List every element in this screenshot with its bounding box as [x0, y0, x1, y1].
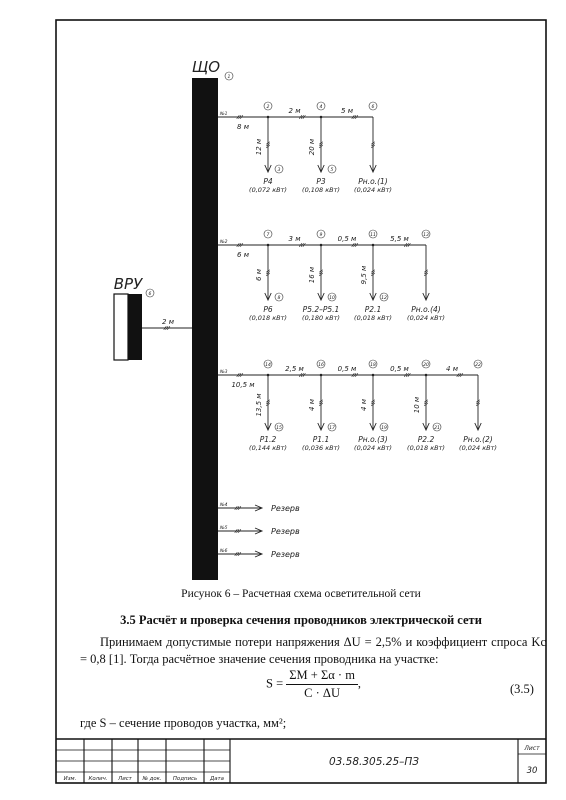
span-length: 5,5 м: [390, 235, 409, 243]
where-line: где S – сечение проводов участка, мм²;: [80, 716, 287, 730]
group-feed-length: 8 м: [237, 123, 249, 131]
body-paragraph: Принимаем допустимые потери напряжения ΔU = 2,5% и коэффициент спроса Kс = 0,8 [1]. Тогда расчётное значение сечения проводника на участке:: [80, 635, 546, 666]
load-name: Pн.о.(2): [463, 435, 493, 444]
load-name: P4: [263, 177, 273, 186]
formula-tail: ,: [357, 676, 362, 691]
load-name: P2.2: [417, 435, 435, 444]
node-marker-num: 11: [370, 233, 376, 238]
node-marker-num: 7: [266, 233, 270, 238]
load-name: P1.1: [312, 435, 330, 444]
load-power: (0,018 кВт): [249, 314, 287, 322]
main-busbar: [192, 78, 218, 580]
node-marker-num: 9: [319, 233, 323, 238]
load-name: P6: [263, 305, 273, 314]
load-power: (0,180 кВт): [302, 314, 340, 322]
load-number-num: 10: [329, 296, 335, 301]
span-length: 5 м: [341, 107, 353, 115]
load-name: P1.2: [259, 435, 277, 444]
drop-length: 12 м: [255, 138, 263, 156]
load-number-num: 21: [434, 426, 440, 431]
document-code: 03.58.305.25–ПЗ: [328, 756, 420, 768]
node-marker-num: 14: [265, 363, 271, 368]
drop-length: 4 м: [308, 399, 316, 411]
group-id: №1: [220, 112, 228, 117]
vru-label: ВРУ: [113, 275, 143, 293]
formula-denominator: C · ΔU: [304, 686, 340, 700]
title-block: [56, 739, 546, 783]
drop-length: 6 м: [255, 269, 263, 281]
span-length: 0,5 м: [390, 365, 409, 373]
node-marker-num: 20: [423, 363, 429, 368]
drop-length: 13,5 м: [255, 393, 263, 417]
load-power: (0,072 кВт): [249, 186, 287, 194]
group-id: №3: [220, 370, 228, 375]
load-name: Pн.о.(1): [358, 177, 388, 186]
span-length: 2 м: [288, 107, 301, 115]
span-length: 4 м: [446, 365, 458, 373]
span-length: 0,5 м: [337, 235, 357, 243]
formula-3-5: [266, 668, 361, 701]
vru-cable-length: 2 м: [162, 318, 174, 326]
load-number-num: 12: [381, 296, 387, 301]
node-marker-num: 4: [319, 105, 323, 110]
node-marker-num: 16: [318, 363, 324, 368]
section-heading: 3.5 Расчёт и проверка сечения проводников электрической сети: [120, 613, 482, 627]
reserve-label: Резерв: [271, 504, 300, 513]
load-power: (0,108 кВт): [302, 186, 340, 194]
group-id: №2: [220, 240, 228, 245]
sheet-number: 30: [526, 766, 538, 776]
load-name: P2.1: [364, 305, 382, 314]
board-number-num: 1: [227, 75, 231, 80]
drop-length: 4 м: [360, 399, 368, 411]
span-length: 2,5 м: [285, 365, 304, 373]
lighting-network-diagram: [114, 58, 497, 580]
stamp-col-label: № док.: [142, 776, 162, 782]
formula-numerator: ΣM + Σα · m: [286, 668, 358, 685]
load-power: (0,024 кВт): [354, 444, 392, 452]
vru-box-left: [114, 294, 128, 360]
stamp-col-label: Дата: [210, 776, 224, 782]
node-marker-num: 6: [371, 105, 375, 110]
load-name: Pн.о.(4): [411, 305, 441, 314]
load-number-num: 19: [381, 426, 387, 431]
formula-fraction: [286, 668, 358, 701]
load-name: P3: [316, 177, 326, 186]
load-number-num: 17: [329, 426, 335, 431]
load-power: (0,024 кВт): [459, 444, 497, 452]
reserve-label: Резерв: [271, 527, 300, 536]
sheet-label: Лист: [524, 745, 540, 752]
load-power: (0,024 кВт): [407, 314, 445, 322]
drop-length: 10 м: [413, 396, 421, 414]
load-power: (0,018 кВт): [354, 314, 392, 322]
reserve-id: №6: [220, 549, 228, 554]
node-marker-num: 22: [475, 363, 481, 368]
vru-number-num: 6: [148, 292, 152, 297]
load-number-num: 8: [277, 296, 281, 301]
load-power: (0,024 кВт): [354, 186, 392, 194]
load-power: (0,144 кВт): [249, 444, 287, 452]
group-feed-length: 10,5 м: [231, 381, 255, 389]
stamp-col-label: Изм.: [63, 776, 77, 782]
stamp-col-label: Лист: [118, 776, 132, 782]
board-label: ЩО: [191, 58, 221, 76]
span-length: 0,5 м: [337, 365, 357, 373]
load-power: (0,018 кВт): [407, 444, 445, 452]
stamp-col-label: Колич.: [88, 776, 108, 782]
load-name: Pн.о.(3): [358, 435, 388, 444]
span-length: 3 м: [288, 235, 301, 243]
load-number-num: 5: [330, 168, 334, 173]
reserve-id: №4: [220, 503, 228, 508]
vru-box-right: [128, 294, 142, 360]
stamp-col-label: Подпись: [172, 776, 198, 782]
group-feed-length: 6 м: [237, 251, 249, 259]
reserve-label: Резерв: [271, 550, 300, 559]
load-power: (0,036 кВт): [302, 444, 340, 452]
drop-length: 16 м: [308, 266, 316, 284]
equation-number: (3.5): [510, 682, 534, 696]
figure-caption: Рисунок 6 – Расчетная схема осветительной сети: [181, 588, 421, 600]
formula-lhs: S =: [266, 676, 284, 691]
load-number-num: 3: [277, 168, 281, 173]
node-marker-num: 18: [370, 363, 376, 368]
drop-length: 9,5 м: [360, 265, 368, 285]
load-name: P5.2–P5.1: [302, 305, 340, 314]
node-marker-num: 2: [266, 105, 270, 110]
load-number-num: 15: [276, 426, 282, 431]
reserve-id: №5: [220, 526, 228, 531]
node-marker-num: 13: [423, 233, 429, 238]
drop-length: 20 м: [308, 138, 316, 156]
